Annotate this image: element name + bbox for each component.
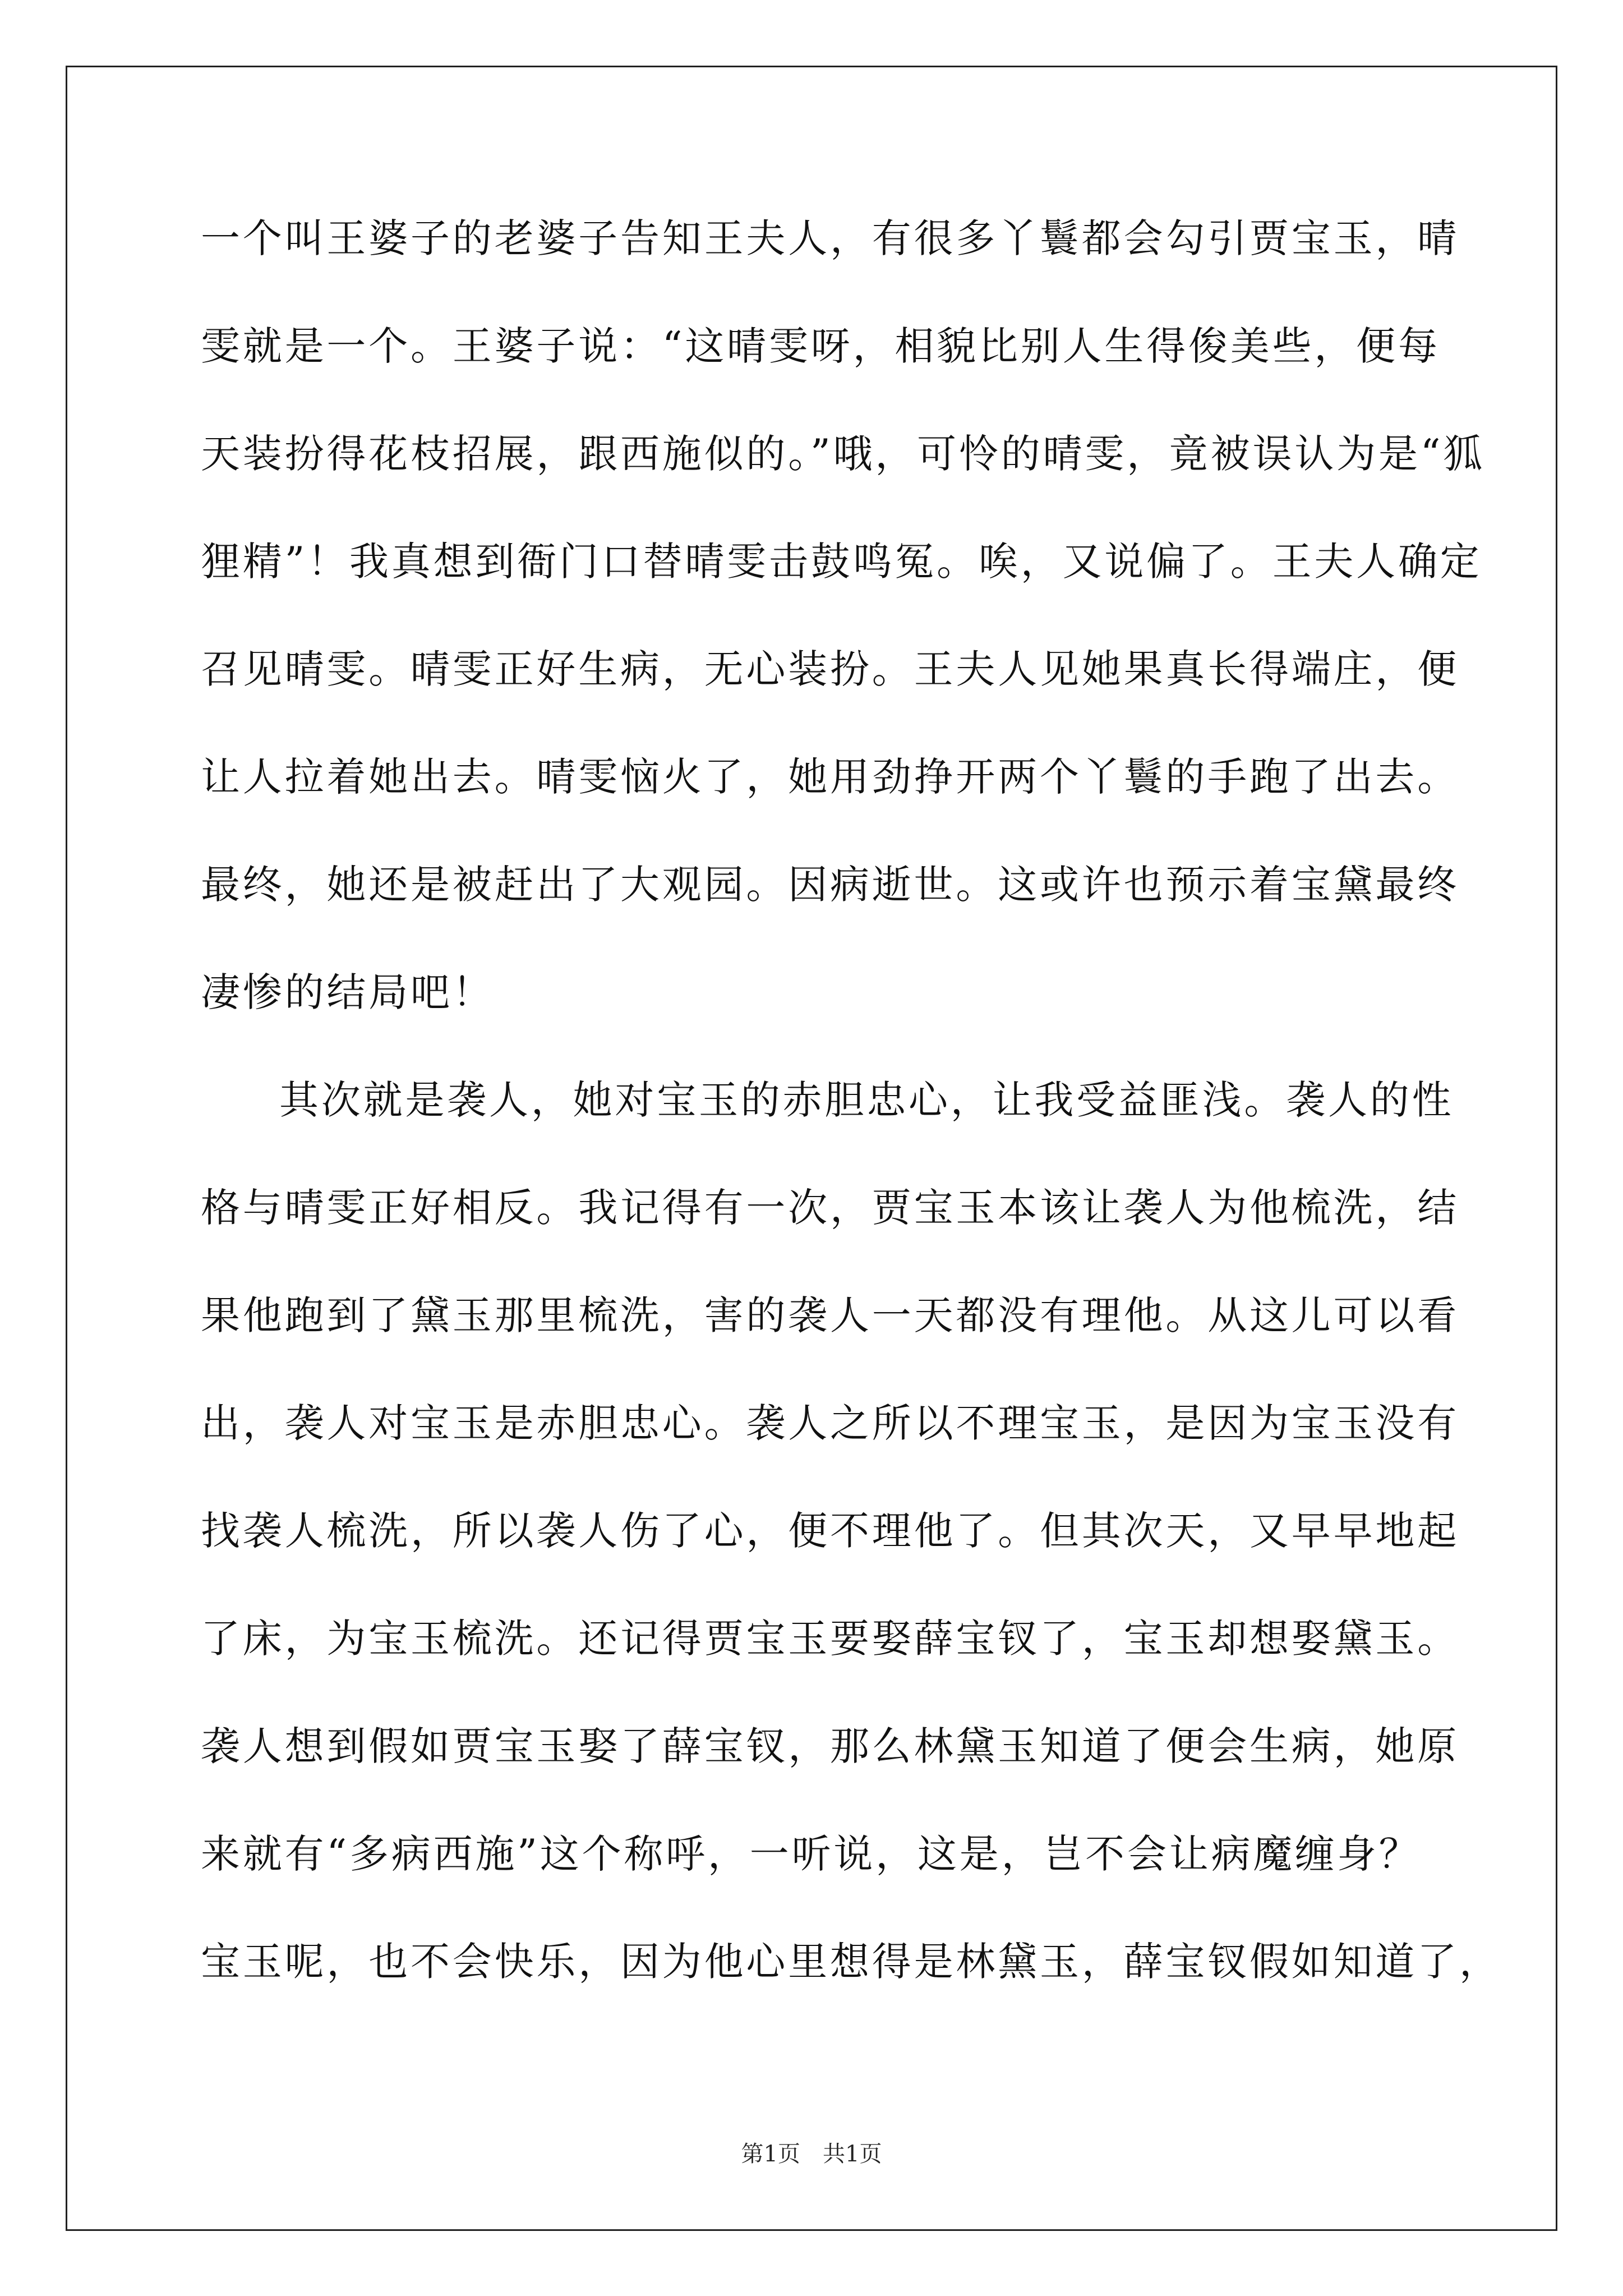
text-line: 了床，为宝玉梳洗。还记得贾宝玉要娶薛宝钗了，宝玉却想娶黛玉。 (201, 1616, 1459, 1662)
text-line: 凄惨的结局吧！ (201, 969, 495, 1015)
text-line: 天装扮得花枝招展，跟西施似的。”哦，可怜的晴雯，竟被误认为是“狐 (201, 431, 1486, 477)
page-number-footer: 第1页 共1页 (741, 2141, 882, 2167)
text-line: 来就有“多病西施”这个称呼，一听说，这是，岂不会让病魔缠身？ (201, 1831, 1421, 1877)
text-line: 格与晴雯正好相反。我记得有一次，贾宝玉本该让袭人为他梳洗，结 (201, 1185, 1459, 1231)
text-line: 让人拉着她出去。晴雯恼火了，她用劲挣开两个丫鬟的手跑了出去。 (201, 754, 1459, 800)
text-line: 狸精”！我真想到衙门口替晴雯击鼓鸣冤。唉，又说偏了。王夫人确定 (201, 539, 1482, 585)
text-line: 一个叫王婆子的老婆子告知王夫人，有很多丫鬟都会勾引贾宝玉，晴 (201, 215, 1459, 261)
text-line: 最终，她还是被赶出了大观园。因病逝世。这或许也预示着宝黛最终 (201, 862, 1459, 908)
text-line: 雯就是一个。王婆子说：“这晴雯呀，相貌比别人生得俊美些，便每 (201, 323, 1440, 369)
paragraph-first-line: 其次就是袭人，她对宝玉的赤胆忠心，让我受益匪浅。袭人的性 (279, 1077, 1454, 1123)
text-line: 出，袭人对宝玉是赤胆忠心。袭人之所以不理宝玉，是因为宝玉没有 (201, 1400, 1459, 1446)
text-line: 宝玉呢，也不会快乐，因为他心里想得是林黛玉，薛宝钗假如知道了， (201, 1939, 1501, 1985)
text-line: 召见晴雯。晴雯正好生病，无心装扮。王夫人见她果真长得端庄，便 (201, 646, 1459, 692)
text-line: 袭人想到假如贾宝玉娶了薛宝钗，那么林黛玉知道了便会生病，她原 (201, 1723, 1459, 1769)
text-line: 找袭人梳洗，所以袭人伤了心，便不理他了。但其次天，又早早地起 (201, 1508, 1459, 1554)
text-line: 果他跑到了黛玉那里梳洗，害的袭人一天都没有理他。从这儿可以看 (201, 1292, 1459, 1338)
page-border (66, 66, 1557, 2231)
